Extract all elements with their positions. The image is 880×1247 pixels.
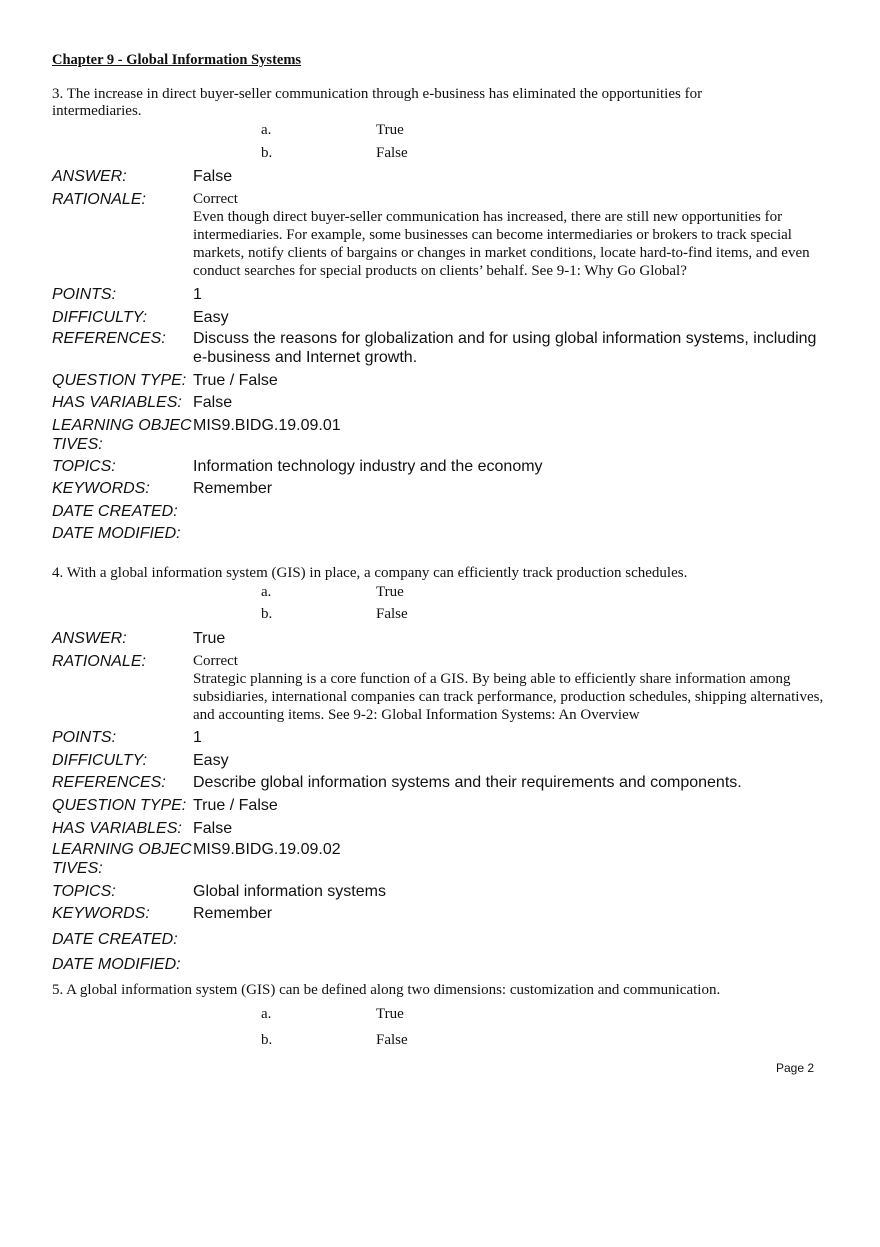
option-text: False (376, 606, 408, 622)
points-label: POINTS: (52, 286, 117, 303)
option-letter: a. (261, 122, 272, 138)
answer-value: True (193, 630, 226, 647)
question-text: 4. With a global information system (GIS) in place, a company can efficiently track production schedules. (52, 565, 688, 581)
learning-objectives-value: MIS9.BIDG.19.09.01 (193, 417, 341, 434)
chapter-title: Chapter 9 - Global Information Systems (52, 52, 302, 68)
has-variables-label: HAS VARIABLES: (52, 820, 182, 837)
question-text: 3. The increase in direct buyer-seller communication through e-business has eliminated the opportunities for intermediaries. (52, 86, 703, 119)
rationale-value (193, 190, 833, 280)
difficulty-label: DIFFICULTY: (52, 309, 148, 326)
has-variables-value: False (193, 394, 233, 411)
question-text: 5. A global information system (GIS) can be defined along two dimensions: customization and communication. (52, 982, 721, 998)
points-value: 1 (193, 729, 202, 746)
option-letter: a. (261, 1006, 272, 1022)
option-text: False (376, 145, 408, 161)
option-letter: b. (261, 145, 273, 161)
points-label: POINTS: (52, 729, 117, 746)
keywords-value: Remember (193, 905, 273, 922)
date-created-label: DATE CREATED: (52, 931, 178, 948)
rationale-body: Even though direct buyer-seller communication has increased, there are still new opportunities for intermediaries. For example, some businesses can become intermediaries or brokers to track special markets, notify clients of bargains or changes in market conditions, locate hard-to-find items, and even conduct searches for special products on clients’ behalf. See 9-1: Why Go Global? (193, 209, 810, 279)
rationale-body: Strategic planning is a core function of a GIS. By being able to efficiently share information among subsidiaries, international companies can track performance, production schedules, shipping alternatives, and accounting items. See 9-2: Global Information Systems: An Overview (193, 671, 824, 723)
date-modified-label: DATE MODIFIED: (52, 956, 181, 973)
references-value: Describe global information systems and their requirements and components. (193, 774, 742, 791)
question-type-label: QUESTION TYPE: (52, 372, 187, 389)
keywords-label: KEYWORDS: (52, 905, 150, 922)
answer-label: ANSWER: (52, 168, 127, 185)
learning-objectives-label: LEARNING OBJECTIVES: (52, 841, 192, 877)
keywords-value: Remember (193, 480, 273, 497)
references-label: REFERENCES: (52, 774, 166, 791)
difficulty-value: Easy (193, 752, 229, 769)
option-text: True (376, 584, 404, 600)
option-text: True (376, 122, 404, 138)
option-text: False (376, 1032, 408, 1048)
option-letter: b. (261, 1032, 273, 1048)
topics-label: TOPICS: (52, 883, 116, 900)
learning-objectives-label: LEARNING OBJECTIVES: (52, 417, 192, 453)
rationale-label: RATIONALE: (52, 653, 146, 670)
has-variables-value: False (193, 820, 233, 837)
difficulty-label: DIFFICULTY: (52, 752, 148, 769)
rationale-head: Correct (193, 191, 238, 207)
rationale-label: RATIONALE: (52, 191, 146, 208)
date-modified-label: DATE MODIFIED: (52, 525, 181, 542)
difficulty-value: Easy (193, 309, 229, 326)
answer-label: ANSWER: (52, 630, 127, 647)
topics-value: Global information systems (193, 883, 386, 900)
points-value: 1 (193, 286, 202, 303)
option-letter: b. (261, 606, 273, 622)
rationale-head: Correct (193, 653, 238, 669)
date-created-label: DATE CREATED: (52, 503, 178, 520)
rationale-value (193, 652, 833, 724)
learning-objectives-value: MIS9.BIDG.19.09.02 (193, 841, 341, 858)
question-type-value: True / False (193, 372, 278, 389)
answer-value: False (193, 168, 233, 185)
topics-label: TOPICS: (52, 458, 116, 475)
question-type-label: QUESTION TYPE: (52, 797, 187, 814)
option-text: True (376, 1006, 404, 1022)
keywords-label: KEYWORDS: (52, 480, 150, 497)
references-value: Discuss the reasons for globalization and for using global information systems, including e-business and Internet growth. (193, 330, 817, 366)
option-letter: a. (261, 584, 272, 600)
topics-value: Information technology industry and the economy (193, 458, 543, 475)
has-variables-label: HAS VARIABLES: (52, 394, 182, 411)
page-number: Page 2 (776, 1061, 815, 1075)
question-type-value: True / False (193, 797, 278, 814)
references-label: REFERENCES: (52, 330, 166, 347)
